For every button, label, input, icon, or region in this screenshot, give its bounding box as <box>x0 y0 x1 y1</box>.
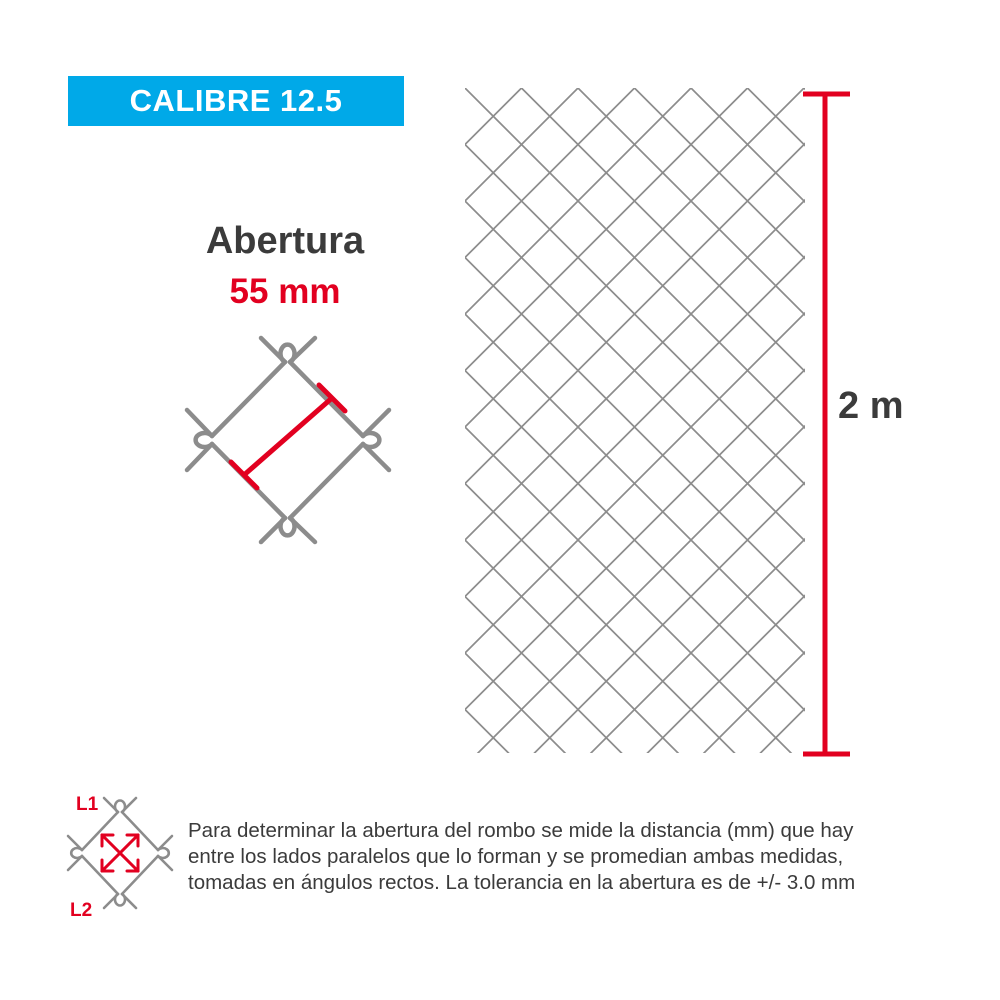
abertura-value: 55 mm <box>229 272 341 311</box>
footnote-text <box>188 818 948 896</box>
footnote-line-1: Para determinar la abertura del rombo se mide la distancia (mm) que hay <box>188 819 854 842</box>
chain-link-mesh-icon <box>465 88 805 758</box>
footnote-label-l2: L2 <box>70 900 93 920</box>
calibre-badge-label: CALIBRE 12.5 <box>129 83 343 118</box>
diamond-measure-icon <box>62 790 182 925</box>
diamond-mesh-detail-icon <box>175 330 405 565</box>
footnote-line-3: tomadas en ángulos rectos. La tolerancia en la abertura es de +/- 3.0 mm <box>188 871 856 894</box>
calibre-badge <box>68 76 404 126</box>
height-dimension-label: 2 m <box>838 385 904 427</box>
footnote-line-2: entre los lados paralelos que lo forman y se promedian ambas medidas, <box>188 845 844 868</box>
footnote-label-l1: L1 <box>76 794 99 815</box>
abertura-title: Abertura <box>205 220 365 262</box>
